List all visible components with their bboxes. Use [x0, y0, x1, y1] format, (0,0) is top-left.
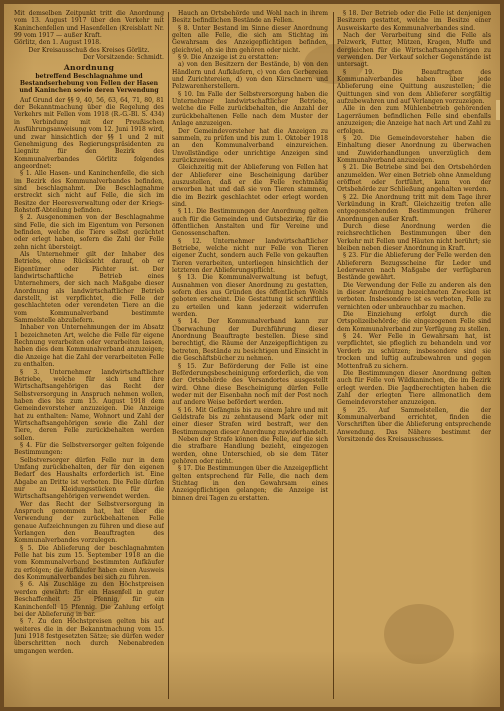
paragraph: Inhaber von Unternehmungen der im Absatz 1 bezeichneten Art, welche die Felle für eigene Rechnung verarbeiten oder verarbeiten lassen, haben dies dem Kommunalverband anzuzeigen; die Anzeige hat die Zahl der verarbeiteten Felle zu enthalten.: [14, 324, 164, 369]
paragraph: § 12. Unternehmer landwirtschaftlicher Betriebe, welche nicht nur Felle von Tieren eigener Zucht, sondern auch Felle von gekauften Tieren verarbeiten, unterliegen hinsichtlich der letzteren der Ablieferungspflicht.: [172, 237, 328, 275]
paragraph: § 9. Die Anzeige ist zu erstatten:: [178, 54, 279, 62]
paragraph: § 16. Mit Gefängnis bis zu einem Jahre und mit Geldstrafe bis zu zehntausend Mark oder mit einer dieser Strafen wird bestraft, wer den Bestimmungen dieser Anordnung zuwiderhandelt.: [172, 406, 328, 436]
column-divider: [333, 12, 334, 699]
paragraph: § 6. Als Zuschläge zu den Höchstpreisen werden gewährt: für ein Hasenfell in guter Beschaffenheit 25 Pfennig, für ein Kaninchenfell 15 Pfennig. Die Zahlung erfolgt bei der Ablieferung in bar.: [14, 581, 164, 618]
intro-text: Mit demselben Zeitpunkt tritt die Anordnung vom 13. August 1917 über den Verkehr mit Kaninchenfellen und Hasenfellen (Kreisblatt Nr. 99 vom 1917 — außer Kraft.: [14, 10, 164, 40]
page-edge-tab: [496, 100, 500, 120]
paragraph: § 1. Alle Hasen- und Kaninchenfelle, die sich im Bezirk des Kommunalverbandes befinden, sind beschlagnahmt. Die Beschlagnahme erstreckt sich nicht auf Felle, die sich im Besitze der Heeresverwaltung oder der Kriegs-Rohstoff-Abteilung befinden.: [14, 170, 164, 214]
column-right-body: [337, 10, 491, 443]
column-divider: [168, 12, 169, 699]
paragraph: § 4. Für die Selbstversorger gelten folgende Bestimmungen:: [14, 441, 164, 457]
paragraph: Der Gemeindevorsteher hat die Anzeigen zu sammeln, zu prüfen und bis zum 1. Oktober 1918 an den Kommunalverband einzureichen. Unvollständige oder unrichtige Anzeigen sind zurückzuweisen.: [172, 127, 328, 164]
paragraph: Neben der Strafe können die Felle, auf die sich die strafbare Handlung bezieht, eingezogen werden, ohne Unterschied, ob sie dem Täter gehören oder nicht.: [172, 435, 328, 465]
paragraph: § 22. Die Anordnung tritt mit dem Tage ihrer Verkündung in Kraft. Gleichzeitig treten alle entgegenstehenden Bestimmungen früherer Anordnungen außer Kraft.: [337, 193, 491, 223]
paragraph: § 10. Im Falle der Selbstversorgung haben die Unternehmer landwirtschaftlicher Betriebe, welche die Felle zurückbehalten, die Anzahl der zurückbehaltenen Felle nach dem Muster der Anlage anzuzeigen.: [172, 90, 328, 128]
column-right: [337, 10, 491, 701]
paragraph: Durch diese Anordnung werden die reichsrechtlichen Bestimmungen über den Verkehr mit Fellen und Häuten nicht berührt; sie bleiben neben dieser Anordnung in Kraft.: [337, 222, 491, 252]
paragraph: Als Unternehmer gilt der Inhaber des Betriebs, ohne Rücksicht darauf, ob er Eigentümer oder Pächter ist. Der landwirtschaftliche Betrieb eines Unternehmers, der sich nach Maßgabe dieser Anordnung als landwirtschaftlicher Betrieb darstellt, ist verpflichtet, die Felle der geschlachteten oder verendeten Tiere an die vom Kommunalverband bestimmte Sammelstelle abzuliefern.: [14, 251, 164, 325]
paragraph: § 18. Der Betrieb oder die Felle ist denjenigen Besitzern gestattet, welche im Besitze einer Ausweiskarte des Kommunalverbandes sind.: [337, 10, 491, 32]
paragraph: Hauch an Ortsbehörde und Wohl nach in ihrem Besitz befindlichen Bestände an Fellen.: [172, 10, 328, 25]
paragraph: § 23. Für die Ablieferung der Felle werden den Ablieferern Bezugsscheine für Leder und Lederwaren nach Maßgabe der verfügbaren Bestände gewährt.: [337, 252, 491, 282]
column-left-body: [14, 97, 164, 655]
column-middle-body: [172, 10, 328, 502]
paragraph: § 15. Zur Beförderung der Felle ist eine Beförderungsbescheinigung erforderlich, die von der Ortsbehörde des Versandortes ausgestellt wird. Ohne diese Bescheinigung dürfen Felle weder mit der Eisenbahn noch mit der Post noch auf andere Weise befördert werden.: [172, 362, 328, 407]
paragraph: § 19. Die Beauftragten des Kommunalverbandes haben über jede Ablieferung eine Quittung auszustellen; die Quittungen sind von dem Ablieferer sorgfältig aufzubewahren und auf Verlangen vorzuzeigen.: [337, 68, 491, 106]
paragraph: § 17. Die Bestimmungen über die Anzeigepflicht gelten entsprechend für Felle, die nach dem Stichtag in den Gewahrsam eines Anzeigepflichtigen gelangen; die Anzeige ist binnen drei Tagen zu erstatten.: [172, 465, 328, 502]
paragraph: § 5. Die Ablieferung der beschlagnahmten Felle hat bis zum 15. September 1918 an die vom Kommunalverband bestimmten Aufkäufer zu erfolgen; die Aufkäufer haben einen Ausweis des Kommunalverbandes bei sich zu führen.: [14, 544, 164, 582]
paragraph: Die Bestimmungen dieser Anordnung gelten auch für Felle von Wildkaninchen, die im Bezirk erlegt werden. Die Jagdberechtigten haben die Zahl der erlegten Tiere allmonatlich dem Gemeindevorsteher anzuzeigen.: [337, 369, 491, 407]
section-heading: Anordnung: [63, 63, 115, 73]
paragraph: § 13. Die Kommunalverwaltung ist befugt, Ausnahmen von dieser Anordnung zu gestatten, sofern dies aus Gründen des öffentlichen Wohls geboten erscheint. Die Gestattung ist schriftlich zu erteilen und kann jederzeit widerrufen werden.: [172, 274, 328, 319]
paragraph: § 7. Zu den Höchstpreisen gelten bis auf weiteres die in der Bekanntmachung vom 15. Juni 1918 festgesetzten Sätze; sie dürfen weder überschritten noch durch Nebenabreden umgangen werden.: [14, 618, 164, 655]
paragraph: Alle in den zum Mühlenbetrieb gehörenden Lagerräumen befindlichen Felle sind ebenfalls anzuzeigen; die Anzeige hat nach Art und Zahl zu erfolgen.: [337, 105, 491, 135]
authority: Der Kreisausschuß des Kreises Görlitz.: [28, 46, 150, 54]
column-middle: [172, 10, 328, 701]
paragraph: § 21. Die Betriebe sind bei den Ortsbehörden anzumelden. Wer einen Betrieb ohne Anmeldung eröffnet oder fortführt, kann von der Ortsbehörde zur Schließung angehalten werden.: [337, 164, 491, 194]
paragraph: § 2. Ausgenommen von der Beschlagnahme sind Felle, die sich im Eigentum von Personen befinden, welche die Tiere selbst gezüchtet oder erlegt haben, sofern die Zahl der Felle zehn nicht übersteigt.: [14, 214, 164, 251]
paragraph: § 20. Die Gemeindevorsteher haben die Einhaltung dieser Anordnung zu überwachen und Zuwiderhandlungen unverzüglich dem Kommunalverband anzuzeigen.: [337, 134, 491, 164]
paragraph: Auf Grund der §§ 9, 40, 56, 63, 64, 71, 80, 81 der Bekanntmachung über die Regelung des Verkehrs mit Fellen vom 1918 (R.-G.-Bl. S. 434) in Verbindung mit der Preußischen Ausführungsanweisung vom 12. Juni 1918 wird, und zwar hinsichtlich der §§ 1 und 2 mit Genehmigung des Regierungspräsidenten zu Liegnitz für den Bezirk des Kommunalverbandes Görlitz folgendes angeordnet:: [14, 96, 164, 170]
newspaper-page: [4, 4, 500, 707]
paragraph: Die Einziehung erfolgt durch die Ortspolizeibehörde; die eingezogenen Felle sind dem Kommunalverband zur Verfügung zu stellen.: [337, 311, 491, 333]
paragraph: § 24. Wer Felle in Gewahrsam hat, ist verpflichtet, sie pfleglich zu behandeln und vor Verderb zu schützen; insbesondere sind sie trocken und luftig aufzubewahren und gegen Mottenfraß zu sichern.: [337, 333, 491, 370]
section-lead: betreffend Beschlagnahme und Bestandserhebung von Fellen der Hasen und Kaninchen sowie deren Verwendung: [19, 72, 159, 95]
paragraph: Nach der Verarbeitung sind die Felle als Pelzwerk, Futter, Mützen, Kragen, Muffe und dergleichen für die Wirtschaftsangehörigen zu verwenden. Der Verkauf solcher Gegenstände ist untersagt.: [337, 32, 491, 69]
paragraph: § 8. Unter Bestand im Sinne dieser Anordnung gelten alle Felle, die sich am Stichtag im Gewahrsam des Anzeigepflichtigen befinden, gleichviel, ob sie ihm gehören oder nicht.: [172, 24, 328, 54]
paragraph: Selbstversorger dürfen Felle nur in dem Umfang zurückbehalten, der für den eigenen Bedarf des Haushalts erforderlich ist. Eine Abgabe an Dritte ist verboten. Die Felle dürfen nur zu Kleidungsstücken für die Wirtschaftsangehörigen verwendet werden.: [14, 456, 164, 501]
column-left: [14, 10, 164, 701]
paragraph: § 14. Der Kommunalverband kann zur Überwachung der Durchführung dieser Anordnung Beauftragte bestellen. Diese sind berechtigt, die Räume der Anzeigepflichtigen zu betreten, Bestände zu besichtigen und Einsicht in die Geschäftsbücher zu nehmen.: [172, 318, 328, 363]
paragraph: § 3. Unternehmer landwirtschaftlicher Betriebe, welche für sich und ihre Wirtschaftsangehörigen das Recht der Selbstversorgung in Anspruch nehmen wollen, haben dies bis zum 15. August 1918 dem Gemeindevorsteher anzuzeigen. Die Anzeige hat zu enthalten: Name, Wohnort und Zahl der Wirtschaftsangehörigen sowie die Zahl der Tiere, deren Felle zurückbehalten werden sollen.: [14, 368, 164, 442]
paragraph: § 11. Die Bestimmungen der Anordnung gelten auch für die Gemeinden und Gutsbezirke, für die öffentlichen Anstalten und für Vereine und Genossenschaften.: [172, 208, 328, 238]
paragraph: Wer das Recht der Selbstversorgung in Anspruch genommen hat, hat über die Verwendung der zurückbehaltenen Felle genaue Aufzeichnungen zu führen und diese auf Verlangen den Beauftragten des Kommunalverbandes vorzulegen.: [14, 500, 164, 545]
paragraph: Die Verwendung der Felle zu anderen als den in dieser Anordnung bezeichneten Zwecken ist verboten. Insbesondere ist es verboten, Felle zu vernichten oder unbrauchbar zu machen.: [337, 281, 491, 311]
signature: Der Vorsitzende: Schmidt.: [82, 54, 164, 62]
paragraph: § 25. Auf Sammelstellen, die der Kommunalverband errichtet, finden die Vorschriften über die Ablieferung entsprechende Anwendung. Das Nähere bestimmt der Vorsitzende des Kreisausschusses.: [337, 406, 491, 443]
paragraph: a) von den Besitzern der Bestände, b) von den Händlern und Aufkäufern, c) von den Gerbereien und Zurichtereien, d) von den Kürschnern und Pelzwarenherstellern.: [172, 61, 328, 91]
dateline: Görlitz, den 1. August 1918.: [14, 39, 102, 47]
paragraph: Gleichzeitig mit der Ablieferung von Fellen hat der Ablieferer eine Bescheinigung darüber auszustellen, daß er die Felle rechtmäßig erworben hat und daß sie von Tieren stammen, die im Bezirk geschlachtet oder erlegt worden sind.: [172, 164, 328, 208]
